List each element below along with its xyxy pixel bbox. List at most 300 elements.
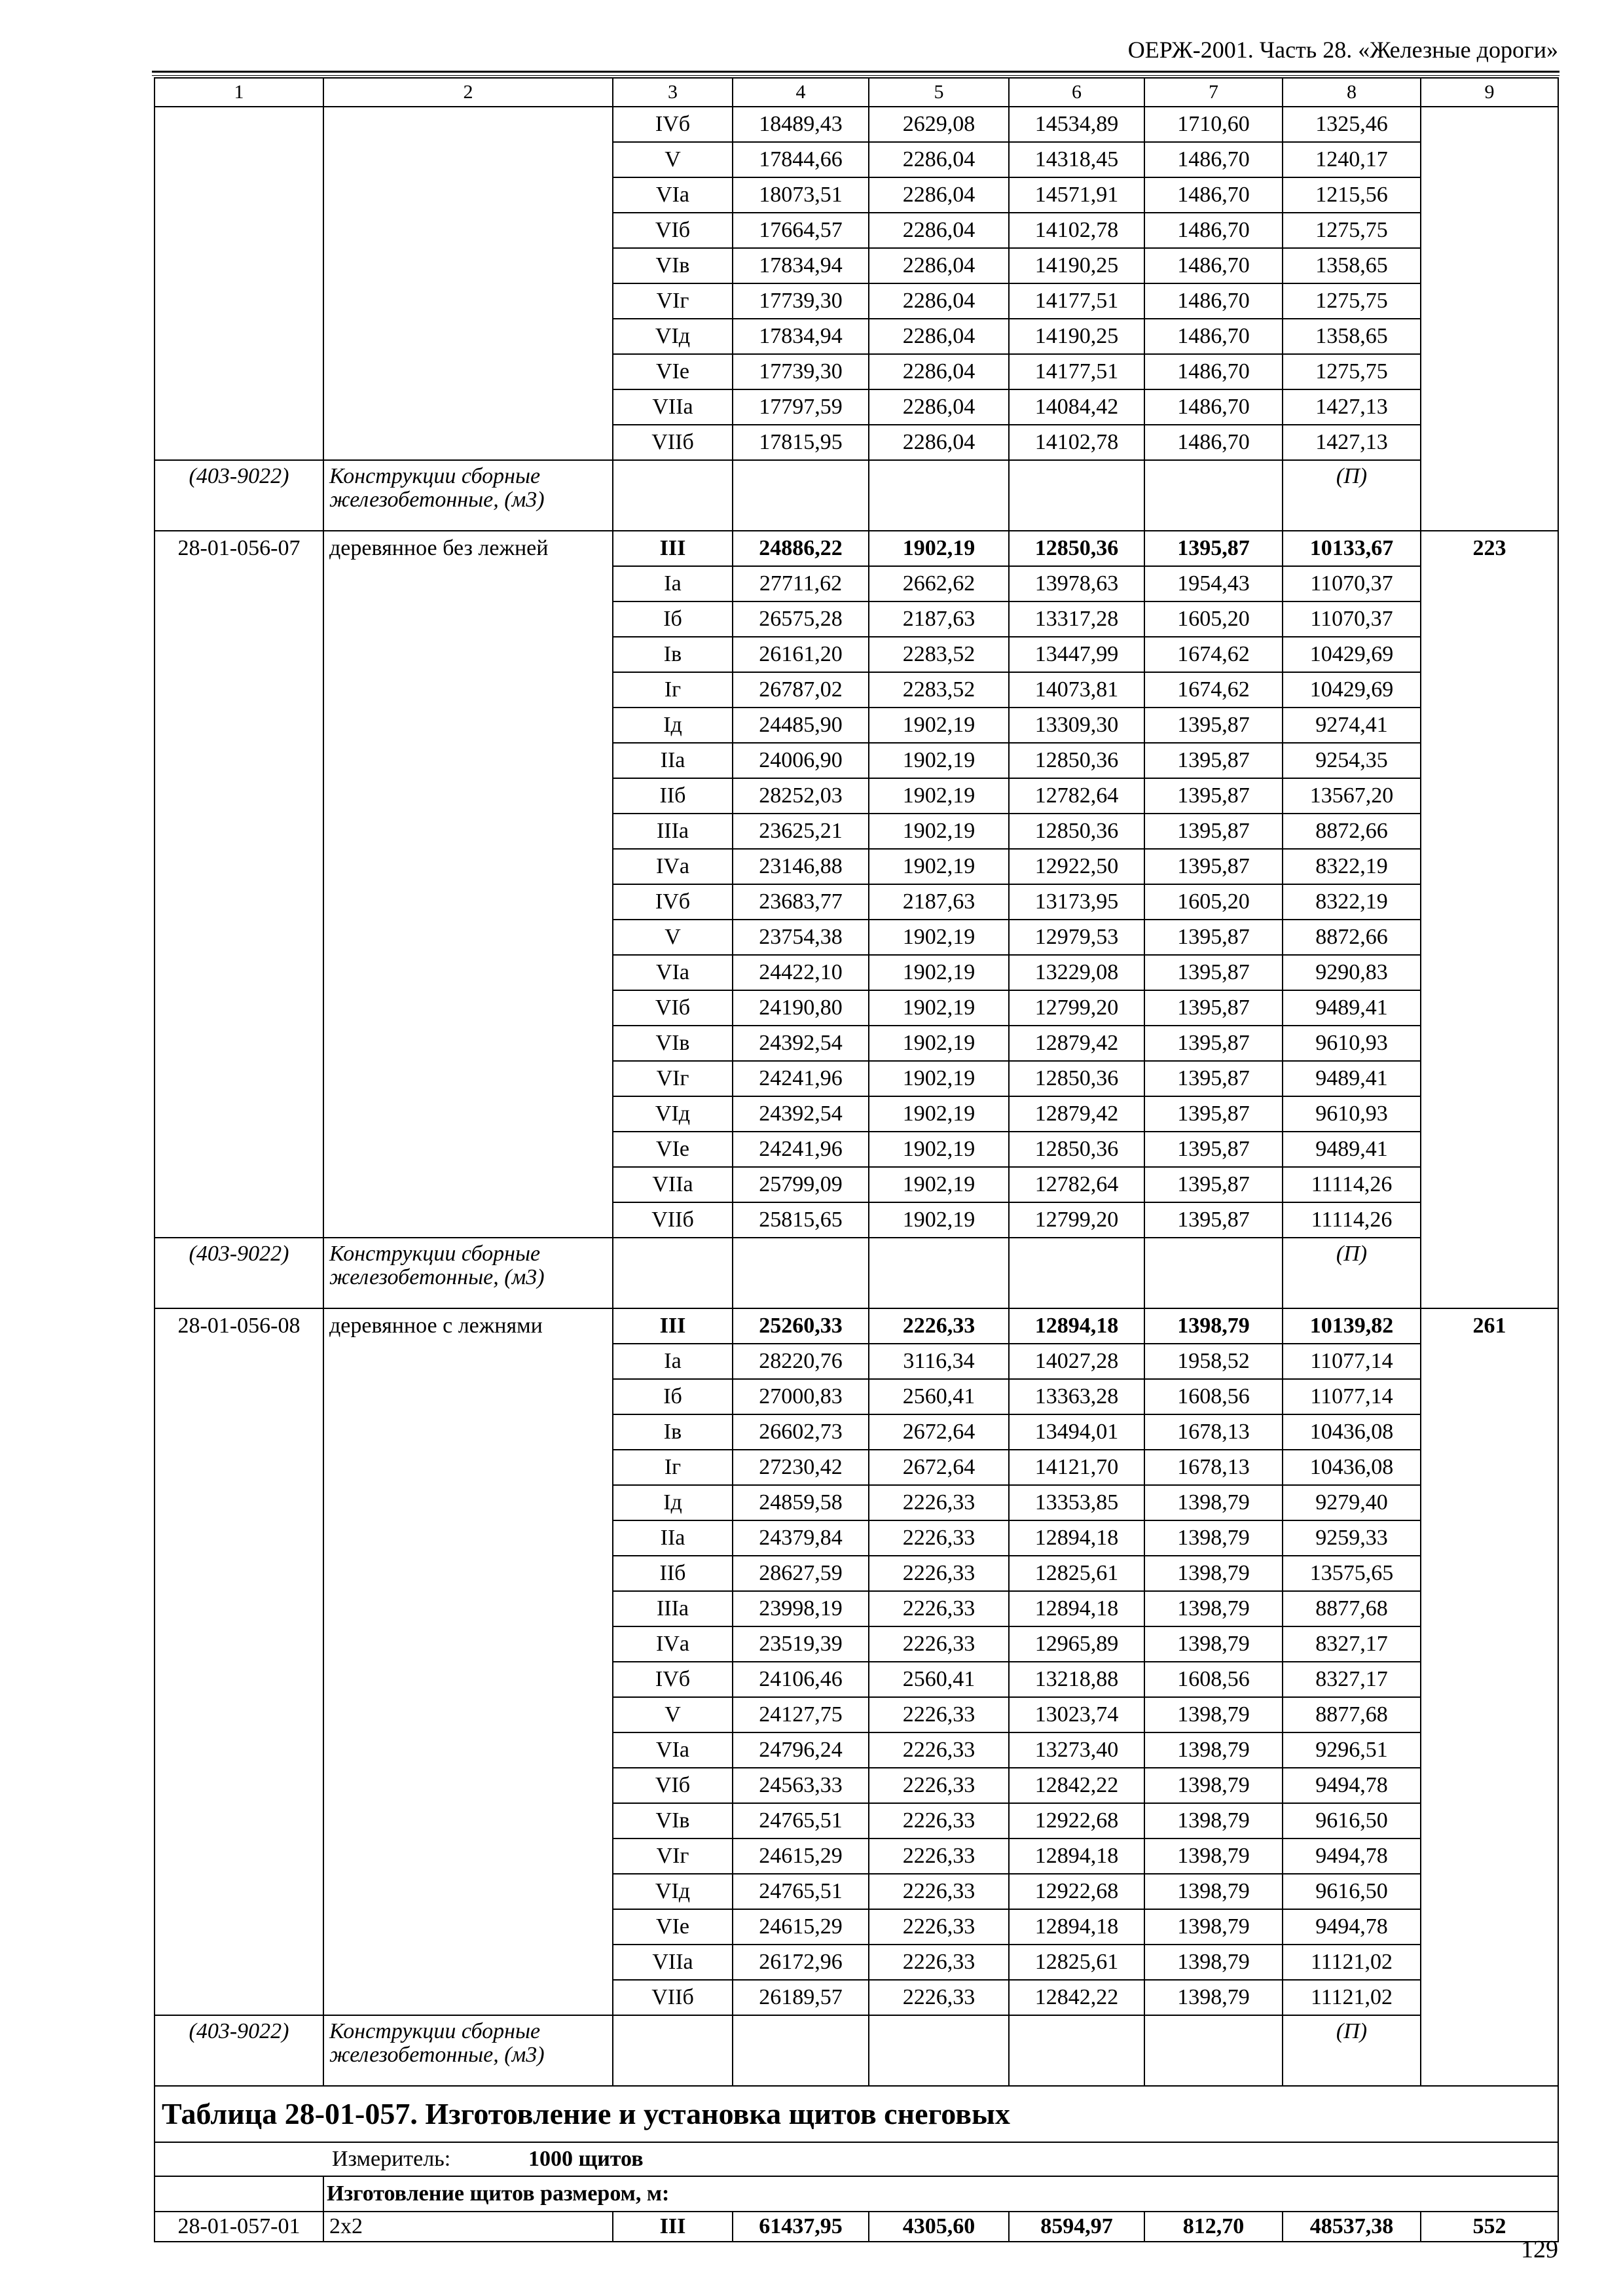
- measure-label: Измеритель:: [332, 2147, 451, 2171]
- value-cell: 12799,20: [1009, 990, 1144, 1026]
- value-cell: 1395,87: [1144, 849, 1283, 884]
- value-cell: 1486,70: [1144, 389, 1283, 425]
- value-cell: 24615,29: [733, 1839, 869, 1874]
- value-cell: 12922,50: [1009, 849, 1144, 884]
- value-cell: 1358,65: [1283, 319, 1421, 354]
- resource-mark: (П): [1283, 1238, 1421, 1308]
- zone-cell: IVб: [613, 884, 733, 920]
- value-cell: 12842,22: [1009, 1768, 1144, 1803]
- table-title-row: [155, 2086, 1558, 2142]
- zone-cell: Iг: [613, 672, 733, 708]
- value-cell: 28220,76: [733, 1344, 869, 1379]
- value-cell: 13317,28: [1009, 601, 1144, 637]
- value-cell: 1674,62: [1144, 672, 1283, 708]
- column-number: 9: [1421, 78, 1558, 107]
- value-cell: 2286,04: [869, 319, 1009, 354]
- value-cell: 17797,59: [733, 389, 869, 425]
- count-cell: 223: [1421, 531, 1558, 1308]
- count-cell: 261: [1421, 1308, 1558, 2086]
- value-cell: 1395,87: [1144, 955, 1283, 990]
- column-number-row: [155, 78, 1558, 107]
- value-cell: 17739,30: [733, 283, 869, 319]
- value-cell: 8322,19: [1283, 849, 1421, 884]
- value-cell: 1486,70: [1144, 248, 1283, 283]
- value-cell: 1398,79: [1144, 1980, 1283, 2015]
- value-cell: 2226,33: [869, 1909, 1009, 1945]
- value-cell: 61437,95: [733, 2212, 869, 2242]
- value-cell: 2226,33: [869, 1803, 1009, 1839]
- value-cell: 10139,82: [1283, 1308, 1421, 1344]
- value-cell: 9254,35: [1283, 743, 1421, 778]
- value-cell: 1395,87: [1144, 1167, 1283, 1202]
- value-cell: 12965,89: [1009, 1626, 1144, 1662]
- value-cell: 24563,33: [733, 1768, 869, 1803]
- zone-cell: III: [613, 1308, 733, 1344]
- value-cell: 2226,33: [869, 1520, 1009, 1556]
- zone-cell: VIIб: [613, 1202, 733, 1238]
- value-cell: 1395,87: [1144, 531, 1283, 566]
- count-cell-empty: [1421, 107, 1558, 531]
- value-cell: 1398,79: [1144, 1803, 1283, 1839]
- value-cell: 11070,37: [1283, 601, 1421, 637]
- value-cell: 1275,75: [1283, 354, 1421, 389]
- zone-cell: VIIа: [613, 1945, 733, 1980]
- zone-cell: V: [613, 1697, 733, 1732]
- zone-cell: IIа: [613, 1520, 733, 1556]
- value-cell: 1902,19: [869, 1202, 1009, 1238]
- value-cell: 1902,19: [869, 1061, 1009, 1096]
- value-cell: 12850,36: [1009, 531, 1144, 566]
- zone-cell: VIIб: [613, 1980, 733, 2015]
- value-cell: 1902,19: [869, 955, 1009, 990]
- value-cell: 9489,41: [1283, 1132, 1421, 1167]
- value-cell: 24106,46: [733, 1662, 869, 1697]
- value-cell: 14177,51: [1009, 354, 1144, 389]
- value-cell: 1902,19: [869, 1096, 1009, 1132]
- value-cell: 1486,70: [1144, 354, 1283, 389]
- zone-cell: IVб: [613, 107, 733, 142]
- rate-code: 28-01-057-01: [155, 2212, 323, 2242]
- value-cell: 1486,70: [1144, 425, 1283, 460]
- zone-cell: VIг: [613, 283, 733, 319]
- value-cell: 23146,88: [733, 849, 869, 884]
- empty-cell: [869, 1238, 1009, 1308]
- empty-cell: [613, 2015, 733, 2086]
- value-cell: 24485,90: [733, 708, 869, 743]
- value-cell: 14534,89: [1009, 107, 1144, 142]
- zone-cell: Iг: [613, 1450, 733, 1485]
- value-cell: 14571,91: [1009, 177, 1144, 213]
- value-cell: 4305,60: [869, 2212, 1009, 2242]
- zone-cell: VIе: [613, 1132, 733, 1167]
- value-cell: 8877,68: [1283, 1697, 1421, 1732]
- rate-description-empty: [323, 107, 613, 460]
- zone-cell: IIб: [613, 778, 733, 814]
- value-cell: 1398,79: [1144, 1732, 1283, 1768]
- value-cell: 25815,65: [733, 1202, 869, 1238]
- value-cell: 1398,79: [1144, 1839, 1283, 1874]
- column-number: 7: [1144, 78, 1283, 107]
- measure-row: [155, 2142, 1558, 2176]
- value-cell: 13447,99: [1009, 637, 1144, 672]
- zone-cell: VIIа: [613, 1167, 733, 1202]
- value-cell: 14102,78: [1009, 213, 1144, 248]
- value-cell: 1902,19: [869, 920, 1009, 955]
- value-cell: 2560,41: [869, 1662, 1009, 1697]
- value-cell: 8872,66: [1283, 920, 1421, 955]
- value-cell: 1398,79: [1144, 1485, 1283, 1520]
- zone-cell: Iв: [613, 637, 733, 672]
- value-cell: 9259,33: [1283, 1520, 1421, 1556]
- value-cell: 13273,40: [1009, 1732, 1144, 1768]
- value-cell: 1608,56: [1144, 1379, 1283, 1414]
- header-rule: [152, 71, 1559, 73]
- value-cell: 2226,33: [869, 1626, 1009, 1662]
- resource-code: (403-9022): [155, 460, 323, 531]
- value-cell: 48537,38: [1283, 2212, 1421, 2242]
- value-cell: 17834,94: [733, 248, 869, 283]
- column-number: 6: [1009, 78, 1144, 107]
- zone-cell: VIIб: [613, 425, 733, 460]
- value-cell: 1395,87: [1144, 1132, 1283, 1167]
- value-cell: 13309,30: [1009, 708, 1144, 743]
- value-cell: 18489,43: [733, 107, 869, 142]
- value-cell: 23998,19: [733, 1591, 869, 1626]
- value-cell: 10133,67: [1283, 531, 1421, 566]
- value-cell: 2286,04: [869, 389, 1009, 425]
- value-cell: 1395,87: [1144, 990, 1283, 1026]
- empty-cell: [733, 2015, 869, 2086]
- value-cell: 9290,83: [1283, 955, 1421, 990]
- rate-main-row: [155, 2212, 1558, 2242]
- value-cell: 11114,26: [1283, 1202, 1421, 1238]
- value-cell: 12850,36: [1009, 1061, 1144, 1096]
- value-cell: 1902,19: [869, 849, 1009, 884]
- value-cell: 1678,13: [1144, 1450, 1283, 1485]
- value-cell: 1395,87: [1144, 920, 1283, 955]
- value-cell: 1902,19: [869, 1132, 1009, 1167]
- value-cell: 14027,28: [1009, 1344, 1144, 1379]
- zone-cell: Iб: [613, 601, 733, 637]
- zone-cell: III: [613, 531, 733, 566]
- value-cell: 24615,29: [733, 1909, 869, 1945]
- value-cell: 8594,97: [1009, 2212, 1144, 2242]
- zone-cell: IIб: [613, 1556, 733, 1591]
- value-cell: 23519,39: [733, 1626, 869, 1662]
- zone-cell: IIIа: [613, 814, 733, 849]
- value-cell: 1427,13: [1283, 389, 1421, 425]
- value-cell: 17844,66: [733, 142, 869, 177]
- value-cell: 1395,87: [1144, 743, 1283, 778]
- value-cell: 23754,38: [733, 920, 869, 955]
- value-cell: 11121,02: [1283, 1980, 1421, 2015]
- value-cell: 10429,69: [1283, 672, 1421, 708]
- value-cell: 23625,21: [733, 814, 869, 849]
- value-cell: 12894,18: [1009, 1520, 1144, 1556]
- value-cell: 24765,51: [733, 1874, 869, 1909]
- zone-cell: III: [613, 2212, 733, 2242]
- value-cell: 28627,59: [733, 1556, 869, 1591]
- value-cell: 3116,34: [869, 1344, 1009, 1379]
- value-cell: 1902,19: [869, 743, 1009, 778]
- value-cell: 1902,19: [869, 778, 1009, 814]
- value-cell: 26787,02: [733, 672, 869, 708]
- value-cell: 812,70: [1144, 2212, 1283, 2242]
- value-cell: 1902,19: [869, 990, 1009, 1026]
- empty-cell: [1144, 460, 1283, 531]
- value-cell: 2226,33: [869, 1945, 1009, 1980]
- resource-description: Конструкции сборные железобетонные, (м3): [323, 1238, 613, 1308]
- rate-description: деревянное без лежней: [323, 531, 613, 1238]
- table-title: Таблица 28-01-057. Изготовление и установка щитов снеговых: [155, 2086, 1558, 2142]
- value-cell: 1486,70: [1144, 283, 1283, 319]
- value-cell: 2286,04: [869, 425, 1009, 460]
- value-cell: 1954,43: [1144, 566, 1283, 601]
- value-cell: 1398,79: [1144, 1308, 1283, 1344]
- value-cell: 27000,83: [733, 1379, 869, 1414]
- value-cell: 12825,61: [1009, 1945, 1144, 1980]
- value-cell: 2187,63: [869, 601, 1009, 637]
- value-cell: 1395,87: [1144, 1096, 1283, 1132]
- value-cell: 2286,04: [869, 142, 1009, 177]
- empty-cell: [1009, 1238, 1144, 1308]
- empty-cell: [869, 2015, 1009, 2086]
- empty-cell: [1009, 2015, 1144, 2086]
- zone-cell: VIб: [613, 1768, 733, 1803]
- value-cell: 25799,09: [733, 1167, 869, 1202]
- zone-cell: VIе: [613, 354, 733, 389]
- zone-cell: VIе: [613, 1909, 733, 1945]
- value-cell: 24392,54: [733, 1096, 869, 1132]
- column-number: 4: [733, 78, 869, 107]
- value-cell: 9296,51: [1283, 1732, 1421, 1768]
- zone-cell: IIа: [613, 743, 733, 778]
- zone-cell: Iв: [613, 1414, 733, 1450]
- value-cell: 1398,79: [1144, 1874, 1283, 1909]
- value-cell: 24796,24: [733, 1732, 869, 1768]
- value-cell: 2283,52: [869, 672, 1009, 708]
- value-cell: 2226,33: [869, 1308, 1009, 1344]
- value-cell: 24886,22: [733, 531, 869, 566]
- value-cell: 12979,53: [1009, 920, 1144, 955]
- value-cell: 1395,87: [1144, 1202, 1283, 1238]
- value-cell: 12879,42: [1009, 1026, 1144, 1061]
- value-cell: 2286,04: [869, 177, 1009, 213]
- value-cell: 14318,45: [1009, 142, 1144, 177]
- value-cell: 27711,62: [733, 566, 869, 601]
- rate-main-row: [155, 1308, 1558, 1344]
- zone-cell: VIд: [613, 319, 733, 354]
- value-cell: 13353,85: [1009, 1485, 1144, 1520]
- value-cell: 12850,36: [1009, 814, 1144, 849]
- value-cell: 12799,20: [1009, 1202, 1144, 1238]
- value-cell: 10436,08: [1283, 1450, 1421, 1485]
- value-cell: 10429,69: [1283, 637, 1421, 672]
- value-cell: 14190,25: [1009, 248, 1144, 283]
- rate-code-empty: [155, 107, 323, 460]
- zone-cell: VIб: [613, 213, 733, 248]
- value-cell: 13218,88: [1009, 1662, 1144, 1697]
- empty-cell: [733, 1238, 869, 1308]
- value-cell: 11121,02: [1283, 1945, 1421, 1980]
- header-rule-thin: [152, 75, 1559, 76]
- value-cell: 17664,57: [733, 213, 869, 248]
- value-cell: 2672,64: [869, 1450, 1009, 1485]
- value-cell: 2226,33: [869, 1591, 1009, 1626]
- resource-mark: (П): [1283, 460, 1421, 531]
- value-cell: 1395,87: [1144, 708, 1283, 743]
- zone-cell: Iд: [613, 1485, 733, 1520]
- rate-description: деревянное с лежнями: [323, 1308, 613, 2015]
- value-cell: 1395,87: [1144, 1061, 1283, 1096]
- zone-row: [155, 107, 1558, 142]
- zone-cell: Iа: [613, 566, 733, 601]
- value-cell: 1398,79: [1144, 1556, 1283, 1591]
- value-cell: 2226,33: [869, 1874, 1009, 1909]
- resource-description: Конструкции сборные железобетонные, (м3): [323, 2015, 613, 2086]
- zone-cell: VIа: [613, 955, 733, 990]
- column-number: 1: [155, 78, 323, 107]
- value-cell: 24422,10: [733, 955, 869, 990]
- value-cell: 2226,33: [869, 1980, 1009, 2015]
- value-cell: 24859,58: [733, 1485, 869, 1520]
- value-cell: 1427,13: [1283, 425, 1421, 460]
- zone-cell: V: [613, 142, 733, 177]
- value-cell: 1958,52: [1144, 1344, 1283, 1379]
- value-cell: 1902,19: [869, 1167, 1009, 1202]
- value-cell: 1358,65: [1283, 248, 1421, 283]
- value-cell: 24127,75: [733, 1697, 869, 1732]
- zone-cell: VIа: [613, 1732, 733, 1768]
- value-cell: 1398,79: [1144, 1520, 1283, 1556]
- value-cell: 2629,08: [869, 107, 1009, 142]
- column-number: 8: [1283, 78, 1421, 107]
- zone-cell: IIIа: [613, 1591, 733, 1626]
- value-cell: 17815,95: [733, 425, 869, 460]
- value-cell: 1395,87: [1144, 814, 1283, 849]
- zone-cell: VIа: [613, 177, 733, 213]
- value-cell: 12894,18: [1009, 1839, 1144, 1874]
- zone-cell: VIв: [613, 248, 733, 283]
- value-cell: 9616,50: [1283, 1874, 1421, 1909]
- value-cell: 8877,68: [1283, 1591, 1421, 1626]
- zone-cell: IVа: [613, 849, 733, 884]
- value-cell: 8327,17: [1283, 1662, 1421, 1697]
- empty-cell: [733, 460, 869, 531]
- value-cell: 1398,79: [1144, 1909, 1283, 1945]
- zone-cell: VIд: [613, 1874, 733, 1909]
- value-cell: 1486,70: [1144, 319, 1283, 354]
- value-cell: 1398,79: [1144, 1591, 1283, 1626]
- value-cell: 8322,19: [1283, 884, 1421, 920]
- value-cell: 12894,18: [1009, 1909, 1144, 1945]
- value-cell: 12879,42: [1009, 1096, 1144, 1132]
- value-cell: 11077,14: [1283, 1344, 1421, 1379]
- value-cell: 11114,26: [1283, 1167, 1421, 1202]
- value-cell: 1398,79: [1144, 1697, 1283, 1732]
- zone-cell: IVа: [613, 1626, 733, 1662]
- value-cell: 12922,68: [1009, 1874, 1144, 1909]
- value-cell: 10436,08: [1283, 1414, 1421, 1450]
- value-cell: 9610,93: [1283, 1096, 1421, 1132]
- empty-cell: [1144, 2015, 1283, 2086]
- value-cell: 8872,66: [1283, 814, 1421, 849]
- value-cell: 1395,87: [1144, 778, 1283, 814]
- value-cell: 1902,19: [869, 531, 1009, 566]
- zone-cell: VIг: [613, 1061, 733, 1096]
- value-cell: 2226,33: [869, 1697, 1009, 1732]
- value-cell: 2286,04: [869, 248, 1009, 283]
- value-cell: 1608,56: [1144, 1662, 1283, 1697]
- value-cell: 2226,33: [869, 1768, 1009, 1803]
- value-cell: 1240,17: [1283, 142, 1421, 177]
- value-cell: 13567,20: [1283, 778, 1421, 814]
- value-cell: 14102,78: [1009, 425, 1144, 460]
- rate-code: 28-01-056-07: [155, 531, 323, 1238]
- resource-code: (403-9022): [155, 1238, 323, 1308]
- value-cell: 2226,33: [869, 1732, 1009, 1768]
- value-cell: 9489,41: [1283, 1061, 1421, 1096]
- value-cell: 14073,81: [1009, 672, 1144, 708]
- value-cell: 24765,51: [733, 1803, 869, 1839]
- value-cell: 12782,64: [1009, 1167, 1144, 1202]
- value-cell: 2226,33: [869, 1485, 1009, 1520]
- value-cell: 24006,90: [733, 743, 869, 778]
- empty-cell: [155, 2176, 323, 2212]
- resource-description: Конструкции сборные железобетонные, (м3): [323, 460, 613, 531]
- value-cell: 1605,20: [1144, 884, 1283, 920]
- empty-cell: [1009, 460, 1144, 531]
- value-cell: 26602,73: [733, 1414, 869, 1450]
- zone-cell: VIIа: [613, 389, 733, 425]
- zone-cell: V: [613, 920, 733, 955]
- value-cell: 1486,70: [1144, 177, 1283, 213]
- zone-cell: Iд: [613, 708, 733, 743]
- resource-mark: (П): [1283, 2015, 1421, 2086]
- value-cell: 14121,70: [1009, 1450, 1144, 1485]
- zone-cell: VIг: [613, 1839, 733, 1874]
- value-cell: 12850,36: [1009, 743, 1144, 778]
- value-cell: 12894,18: [1009, 1591, 1144, 1626]
- value-cell: 9616,50: [1283, 1803, 1421, 1839]
- value-cell: 13363,28: [1009, 1379, 1144, 1414]
- rate-code: 28-01-056-08: [155, 1308, 323, 2015]
- measure-cell: [155, 2142, 1558, 2176]
- running-header: ОЕРЖ-2001. Часть 28. «Железные дороги»: [1127, 37, 1558, 63]
- value-cell: 1902,19: [869, 1026, 1009, 1061]
- zone-cell: IVб: [613, 1662, 733, 1697]
- value-cell: 12782,64: [1009, 778, 1144, 814]
- value-cell: 1486,70: [1144, 142, 1283, 177]
- value-cell: 14190,25: [1009, 319, 1144, 354]
- zone-cell: VIв: [613, 1803, 733, 1839]
- value-cell: 8327,17: [1283, 1626, 1421, 1662]
- section-row: [155, 2176, 1558, 2212]
- value-cell: 2286,04: [869, 354, 1009, 389]
- value-cell: 9494,78: [1283, 1839, 1421, 1874]
- value-cell: 13023,74: [1009, 1697, 1144, 1732]
- value-cell: 27230,42: [733, 1450, 869, 1485]
- empty-cell: [613, 460, 733, 531]
- resource-row: [155, 1238, 1558, 1308]
- value-cell: 2226,33: [869, 1556, 1009, 1591]
- value-cell: 26161,20: [733, 637, 869, 672]
- value-cell: 9494,78: [1283, 1909, 1421, 1945]
- rate-main-row: [155, 531, 1558, 566]
- value-cell: 1902,19: [869, 814, 1009, 849]
- resource-row: [155, 460, 1558, 531]
- value-cell: 1678,13: [1144, 1414, 1283, 1450]
